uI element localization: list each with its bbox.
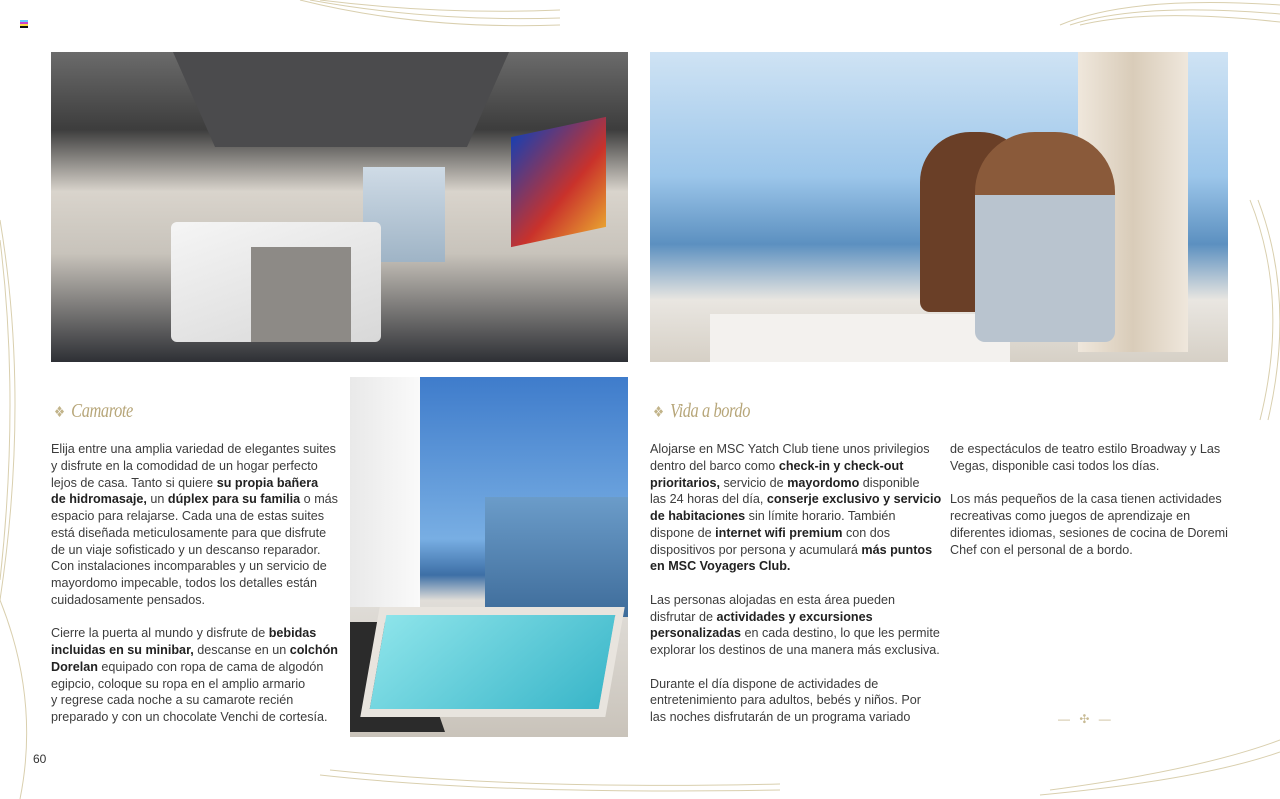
text-run: descanse en un bbox=[193, 643, 290, 657]
text-run: dispositivos por persona y acumulará bbox=[650, 542, 862, 557]
bold-text-run: incluidas en su minibar, bbox=[51, 643, 194, 657]
text-run: egipcio, coloque su ropa en el amplio armario bbox=[51, 676, 306, 691]
text-run: sin límite horario. También bbox=[745, 509, 896, 523]
bold-text-run: dúplex para su familia bbox=[167, 492, 301, 507]
text-line bbox=[650, 692, 941, 709]
text-line bbox=[950, 525, 1228, 542]
text-line bbox=[51, 609, 338, 626]
text-line bbox=[51, 692, 338, 709]
bold-text-run: Dorelan bbox=[51, 659, 98, 674]
text-line bbox=[950, 542, 1228, 559]
bold-text-run: de habitaciones bbox=[650, 509, 746, 523]
private-whirlpool-balcony-photo bbox=[350, 377, 628, 737]
text-run: está diseñada meticulosamente para que disfrute bbox=[51, 525, 327, 540]
camarote-body-text bbox=[51, 441, 338, 726]
print-color-mark bbox=[20, 20, 28, 28]
text-run: disfrutar de bbox=[650, 609, 717, 624]
text-run: Vegas, disponible casi todos los días. bbox=[950, 458, 1160, 473]
text-line bbox=[51, 458, 338, 475]
fleuron-icon: ❖ bbox=[653, 405, 664, 421]
text-run: de un viaje sofisticado y un descanso reparador. bbox=[51, 542, 321, 557]
bold-text-run: actividades y excursiones bbox=[716, 609, 873, 624]
text-line bbox=[51, 575, 338, 592]
text-run: preparado y con un chocolate Venchi de cortesía. bbox=[51, 710, 328, 724]
text-line bbox=[51, 491, 338, 508]
text-run: Chef con el personal de a bordo. bbox=[950, 542, 1133, 557]
ornament-divider: — ✣ — bbox=[1058, 712, 1114, 726]
text-run: dentro del barco como bbox=[650, 458, 779, 473]
text-line bbox=[650, 575, 941, 592]
text-line bbox=[51, 441, 338, 458]
text-run: Los más pequeños de la casa tienen actividades bbox=[950, 492, 1222, 507]
bold-text-run: en MSC Voyagers Club. bbox=[650, 559, 791, 574]
text-line bbox=[51, 525, 338, 542]
text-line bbox=[950, 475, 1228, 492]
text-run: entretenimiento para adultos, bebés y niños. Por bbox=[650, 693, 921, 708]
text-line bbox=[51, 542, 338, 559]
vida-a-bordo-body-col1 bbox=[650, 441, 941, 726]
vida-a-bordo-heading bbox=[653, 400, 750, 423]
bold-text-run: personalizadas bbox=[650, 626, 741, 641]
text-run: mayordomo impecable, todos los detalles están bbox=[51, 576, 318, 590]
couple-breakfast-deck-photo bbox=[650, 52, 1228, 362]
bold-text-run: bebidas bbox=[268, 626, 317, 641]
text-run: recreativas como juegos de aprendizaje en bbox=[950, 509, 1191, 523]
text-line bbox=[650, 609, 941, 626]
bold-text-run: colchón bbox=[289, 643, 338, 657]
text-line bbox=[650, 491, 941, 508]
text-run: explorar los destinos de una manera más exclusiva. bbox=[650, 643, 940, 657]
text-run: Las personas alojadas en esta área pueden bbox=[650, 592, 896, 607]
text-line bbox=[51, 508, 338, 525]
text-run: espacio para relajarse. Cada una de estas suites bbox=[51, 509, 325, 523]
text-run: y disfrute en la comodidad de un hogar perfecto bbox=[51, 458, 318, 473]
text-run: Alojarse en MSC Yatch Club tiene unos privilegios bbox=[650, 442, 930, 456]
text-run: las noches disfrutarán de un programa variado bbox=[650, 710, 911, 724]
text-run: las 24 horas del día, bbox=[650, 492, 767, 507]
text-run: cuidadosamente pensados. bbox=[51, 592, 206, 607]
page-number: 60 bbox=[33, 752, 47, 766]
text-run: Elija entre una amplia variedad de elegantes suites bbox=[51, 442, 336, 456]
bold-text-run: más puntos bbox=[861, 542, 933, 557]
text-run: equipado con ropa de cama de algodón bbox=[97, 659, 324, 674]
text-line bbox=[51, 592, 338, 609]
text-run: servicio de bbox=[719, 475, 788, 490]
text-run: diferentes idiomas, sesiones de cocina de Doremi bbox=[950, 525, 1228, 540]
text-line bbox=[650, 642, 941, 659]
bold-text-run: de hidromasaje, bbox=[51, 492, 147, 507]
text-line bbox=[950, 508, 1228, 525]
text-line bbox=[650, 441, 941, 458]
camarote-heading-text: Camarote bbox=[71, 400, 133, 422]
fleuron-icon: ❖ bbox=[54, 405, 65, 421]
bold-text-run: internet wifi premium bbox=[715, 525, 843, 540]
vida-a-bordo-body-col2 bbox=[950, 441, 1228, 558]
camarote-heading bbox=[54, 400, 133, 423]
text-run: Cierre la puerta al mundo y disfrute de bbox=[51, 626, 269, 641]
text-run: o más bbox=[300, 492, 338, 507]
text-line bbox=[650, 525, 941, 542]
cabin-suite-photo bbox=[51, 52, 628, 362]
bold-text-run: prioritarios, bbox=[650, 475, 720, 490]
bold-text-run: mayordomo bbox=[787, 475, 860, 490]
text-line bbox=[650, 558, 941, 575]
text-line bbox=[51, 642, 338, 659]
text-run: Durante el día dispone de actividades de bbox=[650, 676, 879, 691]
text-run: lejos de casa. Tanto si quiere bbox=[51, 475, 217, 490]
text-line bbox=[950, 441, 1228, 458]
text-line bbox=[650, 475, 941, 492]
text-line bbox=[51, 625, 338, 642]
text-line bbox=[650, 458, 941, 475]
text-run: Con instalaciones incomparables y un servicio de bbox=[51, 559, 327, 574]
text-line bbox=[51, 475, 338, 492]
text-line bbox=[650, 676, 941, 693]
text-line bbox=[51, 709, 338, 726]
text-line bbox=[950, 458, 1228, 475]
text-run: y regrese cada noche a su camarote recién bbox=[51, 693, 294, 708]
text-line bbox=[51, 676, 338, 693]
vida-a-bordo-heading-text: Vida a bordo bbox=[670, 400, 751, 422]
text-run: disponible bbox=[859, 475, 920, 490]
text-line bbox=[650, 659, 941, 676]
text-line bbox=[650, 592, 941, 609]
text-run: un bbox=[146, 492, 168, 507]
text-line bbox=[650, 709, 941, 726]
bold-text-run: su propia bañera bbox=[216, 475, 319, 490]
bold-text-run: check-in y check-out bbox=[778, 458, 904, 473]
bold-text-run: conserje exclusivo y servicio bbox=[766, 492, 942, 507]
text-run: dispone de bbox=[650, 525, 716, 540]
text-line bbox=[650, 625, 941, 642]
text-run: con dos bbox=[842, 525, 891, 540]
text-line bbox=[650, 508, 941, 525]
text-run: de espectáculos de teatro estilo Broadway y Las bbox=[950, 442, 1221, 456]
text-line bbox=[650, 542, 941, 559]
text-line bbox=[51, 659, 338, 676]
text-line bbox=[51, 558, 338, 575]
text-run: en cada destino, lo que les permite bbox=[741, 626, 940, 641]
text-line bbox=[950, 491, 1228, 508]
